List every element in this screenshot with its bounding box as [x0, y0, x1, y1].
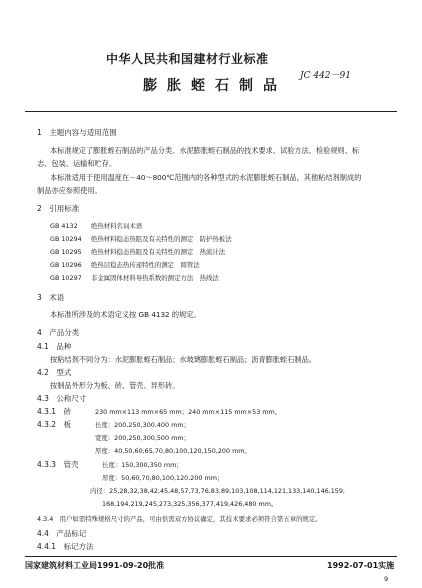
- section-1-para-1-line-1: 本标准规定了膨胀蛭石制品的产品分类、水泥膨胀蛭石制品的技术要求、试验方法、检验规则、标: [50, 146, 360, 155]
- section-4-3-4-para: 4.3.4 用户如需特殊规格尺寸的产品，可由供需双方协议确定，其技术要求必须符合第五章的规定。: [37, 515, 322, 523]
- section-3-para: 本标准所涉及的术语定义按 GB 4132 的规定。: [50, 310, 201, 319]
- reference-code: GB 10297: [50, 274, 82, 282]
- section-1-para-2-line-2: 制品亦应参照使用。: [37, 186, 102, 195]
- pipe-thickness: 厚度：50,60,70,80,100,120,200 mm；: [102, 474, 224, 482]
- standard-code: JC 442－91: [300, 71, 351, 81]
- reference-code: GB 10296: [50, 261, 82, 269]
- section-4-1-heading: 4.1 品种: [37, 342, 72, 351]
- board-width: 宽度：200,250,300,500 mm；: [95, 434, 190, 442]
- footer-rule: [25, 556, 397, 557]
- section-3-heading: 3 术语: [37, 293, 65, 302]
- reference-code: GB 10294: [50, 235, 82, 243]
- page-number: 9: [384, 575, 389, 583]
- section-4-4-heading: 4.4 产品标记: [37, 529, 87, 538]
- section-4-3-heading: 4.3 公称尺寸: [37, 394, 87, 403]
- standard-category-header: 中华人民共和国建材行业标准: [106, 52, 269, 66]
- reference-code: GB 10295: [50, 248, 82, 256]
- section-4-2-para: 按制品外形分为板、砖、管壳、异形砖。: [50, 381, 180, 390]
- board-thickness: 厚度：40,50,60,65,70,80,100,120,150,200 mm。: [95, 447, 251, 455]
- reference-title: 绝热材料名词术语: [91, 222, 143, 230]
- section-1-para-2-line-1: 本标准适用于使用温度在－40～800℃范围内的各种型式的水泥膨胀蛭石制品，其他粘结剂制成的: [50, 173, 362, 182]
- title-rule: [25, 111, 397, 112]
- section-4-3-1-heading: 4.3.1 砖: [37, 407, 72, 416]
- board-length: 长度：200,250,300,400 mm；: [95, 421, 190, 429]
- section-1-heading: 1 主题内容与适用范围: [37, 128, 117, 137]
- pipe-length: 长度：150,300,350 mm；: [102, 461, 183, 469]
- reference-title: 绝热材料稳态热阻及有关特性的测定 防护热板法: [91, 235, 232, 243]
- reference-title: 绝热材料稳态热阻及有关特性的测定 热流计法: [91, 248, 226, 256]
- section-1-para-1-line-2: 志、包装、运输和贮存。: [37, 159, 117, 168]
- brick-dimensions: 230 mm×113 mm×65 mm；240 mm×115 mm×53 mm。: [95, 408, 282, 416]
- section-4-heading: 4 产品分类: [37, 328, 80, 337]
- section-4-3-2-heading: 4.3.2 板: [37, 420, 72, 429]
- document-title: 膨胀蛭石制品: [143, 78, 287, 94]
- section-2-heading: 2 引用标准: [37, 204, 80, 213]
- section-4-4-1-heading: 4.4.1 标记方法: [37, 542, 94, 551]
- reference-title: 非金属固体材料导热系数的测定方法 热线法: [91, 274, 219, 282]
- section-4-1-para: 按粘结剂不同分为：水泥膨胀蛭石制品；水玻璃膨胀蛭石制品；沥青膨胀蛭石制品。: [50, 355, 316, 364]
- reference-code: GB 4132: [50, 222, 78, 230]
- section-4-2-heading: 4.2 型式: [37, 368, 72, 377]
- reference-title: 绝热层稳态热传递特性的测定 圆管法: [91, 261, 200, 269]
- implementation-date: 1992-07-01实施: [327, 561, 395, 570]
- approval-line: 国家建筑材料工业局1991-09-20批准: [25, 561, 165, 570]
- pipe-inner-diameter-cont: 168,194,219,245,273,325,356,377,419,426,480 mm。: [102, 500, 278, 508]
- section-4-3-3-heading: 4.3.3 管壳: [37, 460, 79, 469]
- pipe-inner-diameter: 内径：25,28,32,38,42,45,48,57,73,76,83,89,103,108,114,121,133,140,146,159,: [90, 487, 345, 495]
